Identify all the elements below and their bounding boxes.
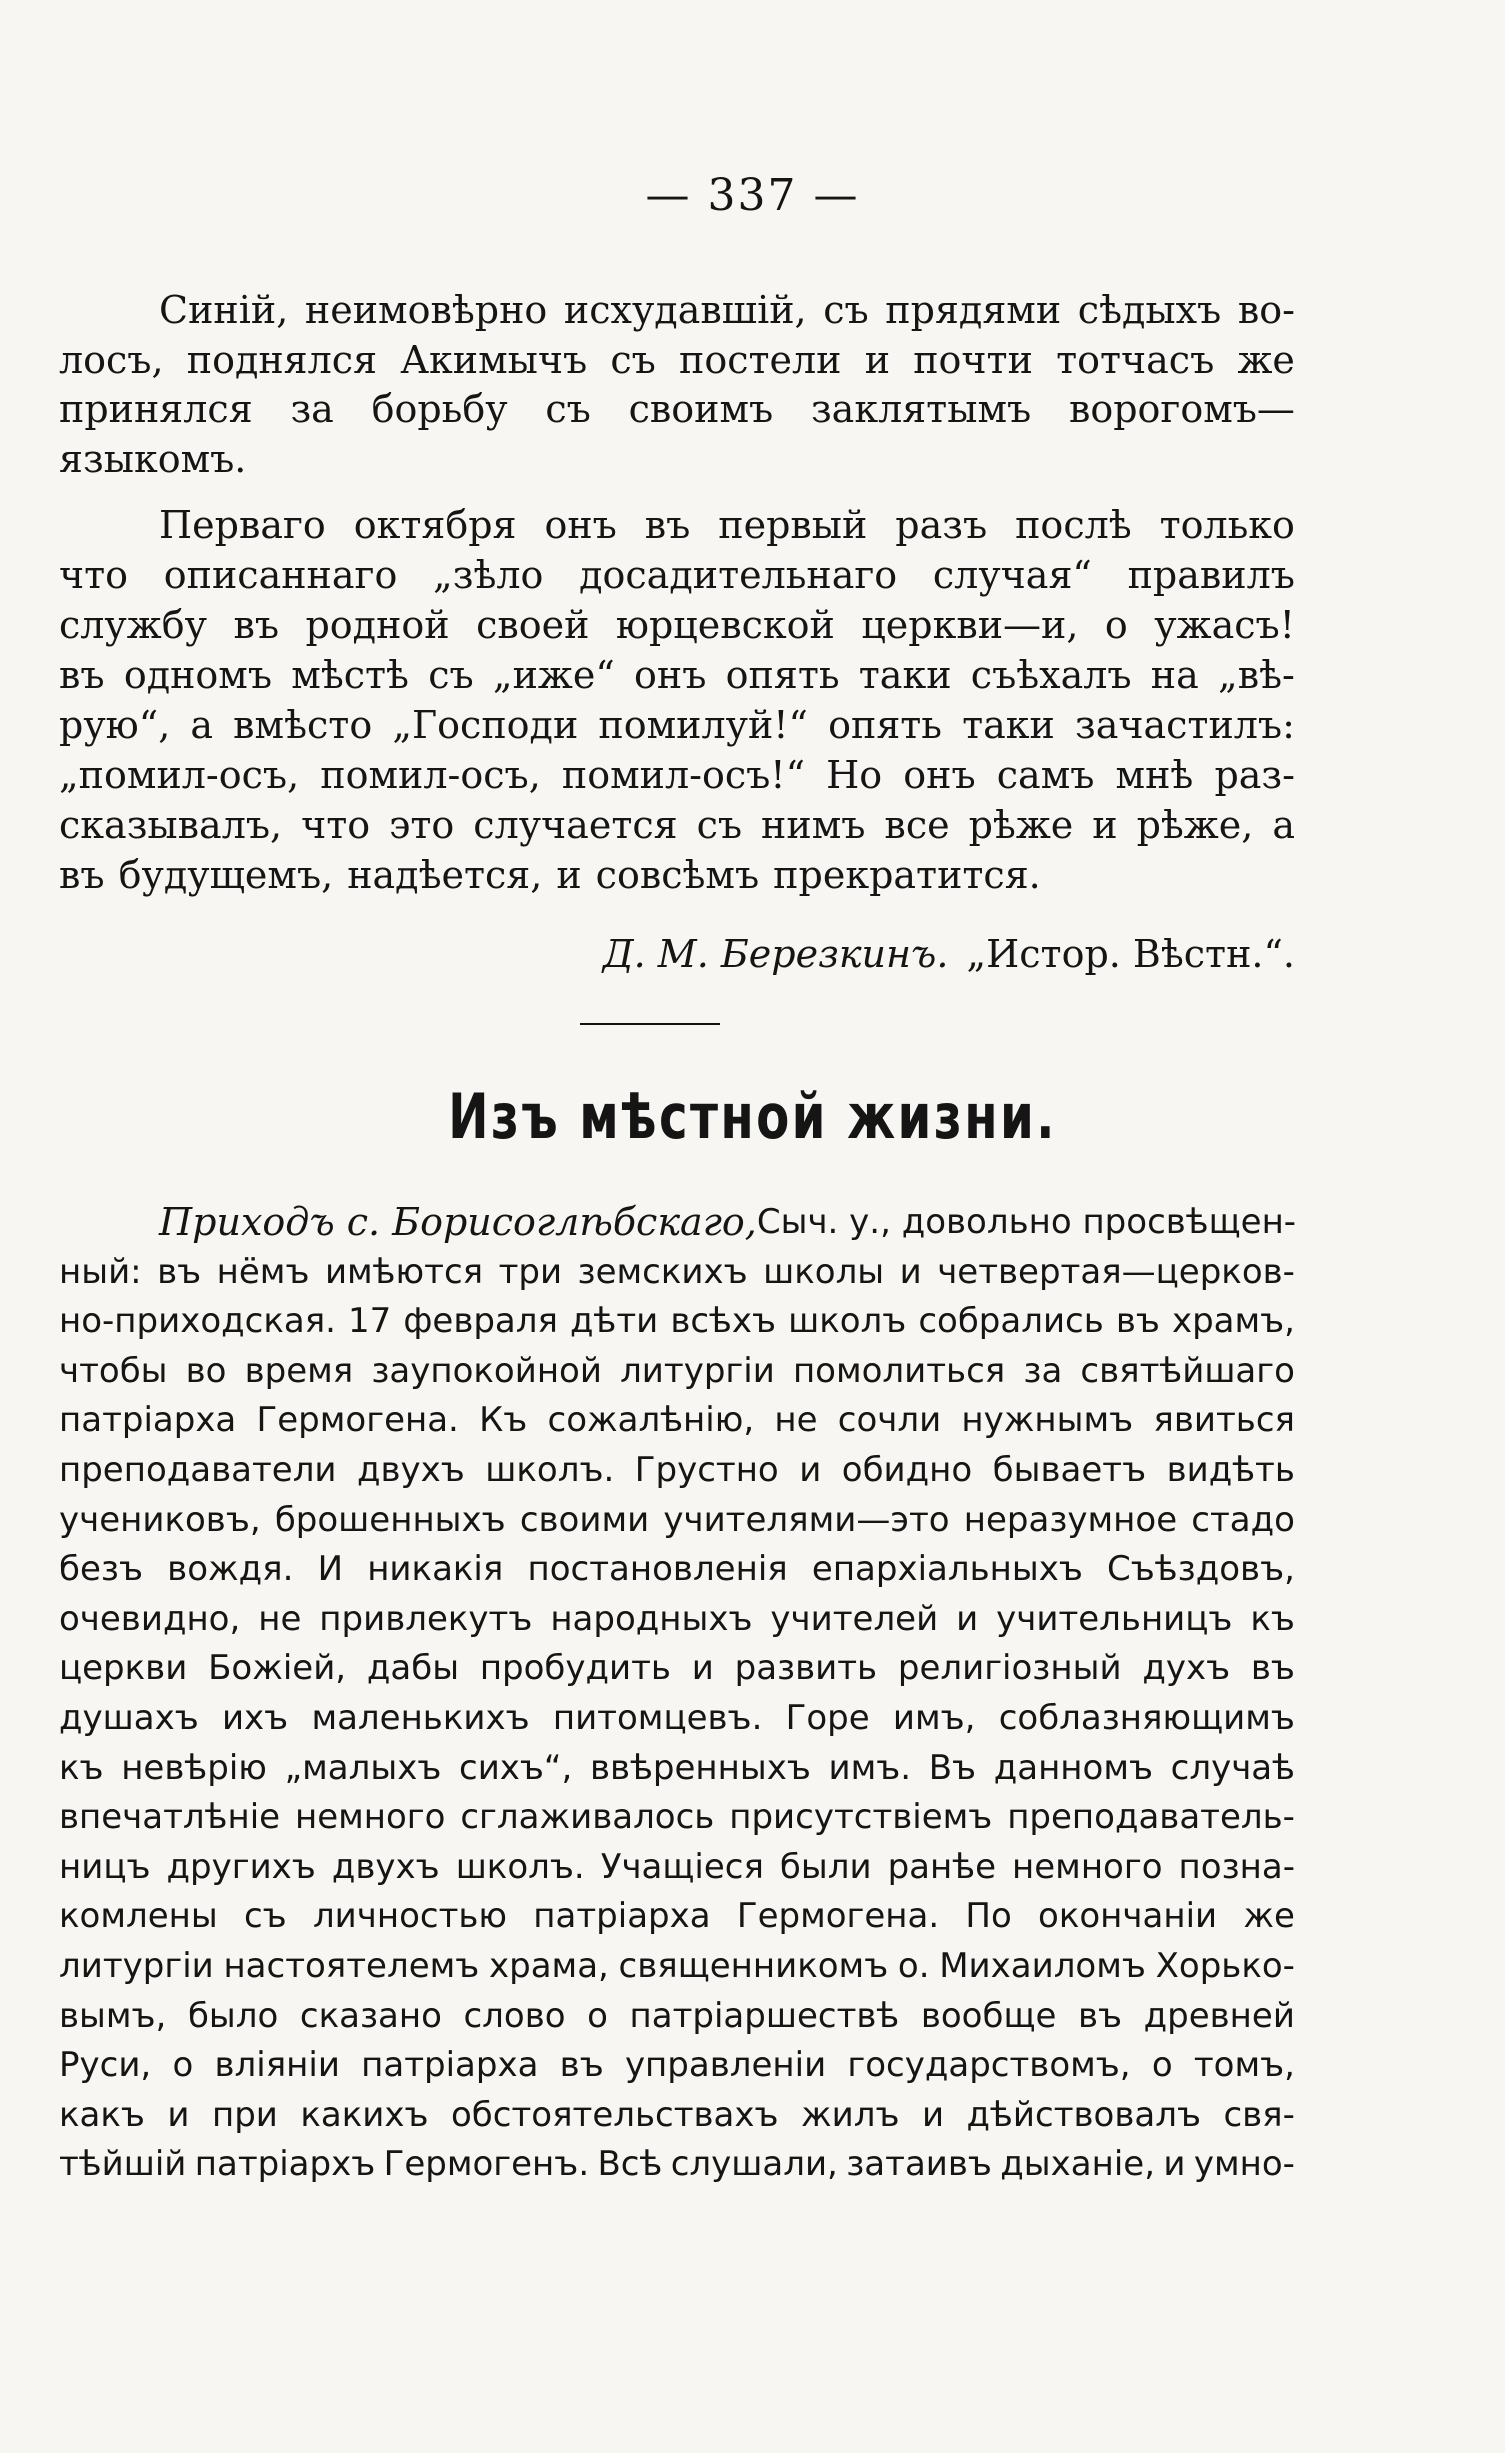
text-line: преподаватели двухъ школъ. Грустно и обидно бываетъ видѣть	[59, 1450, 1295, 1490]
text-line: принялся за борьбу съ своимъ заклятымъ ворогомъ—	[59, 387, 1295, 431]
text-line: Сыч. у., довольно просвѣщен-	[756, 1202, 1297, 1242]
text-line: службу въ родной своей юрцевской церкви—и, о ужасъ!	[59, 603, 1295, 647]
text-line: въ одномъ мѣстѣ съ „иже“ онъ опять таки съѣхалъ на „вѣ-	[59, 653, 1295, 697]
text-line: очевидно, не привлекутъ народныхъ учителей и учительницъ къ	[59, 1599, 1295, 1639]
page-number: — 337 —	[645, 170, 860, 221]
text-line: безъ вождя. И никакія постановленія епархіальныхъ Съѣздовъ,	[59, 1549, 1295, 1589]
text-line: учениковъ, брошенныхъ своими учителями—это неразумное стадо	[59, 1500, 1295, 1540]
text-line: тѣйшій патріархъ Гермогенъ. Всѣ слушали, затаивъ дыханіе, и умно-	[59, 2144, 1295, 2184]
text-line: патріарха Гермогена. Къ сожалѣнію, не сочли нужнымъ явиться	[59, 1400, 1295, 1440]
signature-author: Д. М. Березкинъ.	[602, 932, 949, 976]
text-line: что описаннаго „зѣло досадительнаго случая“ правилъ	[59, 553, 1295, 597]
section-divider	[580, 1023, 720, 1025]
text-line: сказывалъ, что это случается съ нимъ все рѣже и рѣже, а	[59, 803, 1295, 847]
text-line: лосъ, поднялся Акимычъ съ постели и почти тотчасъ же	[59, 338, 1295, 382]
text-line: въ будущемъ, надѣется, и совсѣмъ прекратится.	[59, 853, 1041, 897]
text-line: вымъ, было сказано слово о патріаршествѣ вообще въ древней	[59, 1996, 1295, 2036]
text-line: къ невѣрію „малыхъ сихъ“, ввѣренныхъ имъ. Въ данномъ случаѣ	[59, 1748, 1295, 1788]
text-line: Перваго октября онъ въ первый разъ послѣ только	[159, 503, 1295, 547]
text-line: церкви Божіей, дабы пробудить и развить религіозный духъ въ	[59, 1648, 1295, 1688]
text-line: литургіи настоятелемъ храма, священникомъ о. Михаиломъ Хорько-	[59, 1946, 1295, 1986]
text-line: какъ и при какихъ обстоятельствахъ жилъ и дѣйствовалъ свя-	[59, 2095, 1295, 2135]
signature	[0, 932, 1295, 976]
text-line: но-приходская. 17 февраля дѣти всѣхъ школъ собрались въ храмъ,	[59, 1301, 1295, 1341]
article-first-line	[59, 1198, 1295, 1246]
text-line: рую“, а вмѣсто „Господи помилуй!“ опять таки зачастилъ:	[59, 703, 1295, 747]
article-place: Приходъ с. Борисоглѣбскаго,	[159, 1200, 757, 1244]
section-heading: Изъ мѣстной жизни.	[448, 1080, 1057, 1153]
text-line: Руси, о вліяніи патріарха въ управленіи государствомъ, о томъ,	[59, 2045, 1295, 2085]
text-line: чтобы во время заупокойной литургіи помолиться за святѣйшаго	[59, 1351, 1295, 1391]
text-line: „помил-осъ, помил-осъ, помил-осъ!“ Но онъ самъ мнѣ раз-	[59, 753, 1295, 797]
signature-source: „Истор. Вѣстн.“.	[966, 932, 1295, 976]
text-line: Синій, неимовѣрно исхудавшій, съ прядями сѣдыхъ во-	[159, 288, 1295, 332]
text-line: ный: въ нёмъ имѣются три земскихъ школы и четвертая—церков-	[59, 1252, 1295, 1292]
text-line: впечатлѣніе немного сглаживалось присутствіемъ преподаватель-	[59, 1797, 1295, 1837]
text-line: комлены съ личностью патріарха Гермогена. По окончаніи же	[59, 1896, 1295, 1936]
text-line: языкомъ.	[59, 437, 247, 481]
text-line: ницъ другихъ двухъ школъ. Учащіеся были ранѣе немного позна-	[59, 1847, 1295, 1887]
text-line: душахъ ихъ маленькихъ питомцевъ. Горе имъ, соблазняющимъ	[59, 1698, 1295, 1738]
